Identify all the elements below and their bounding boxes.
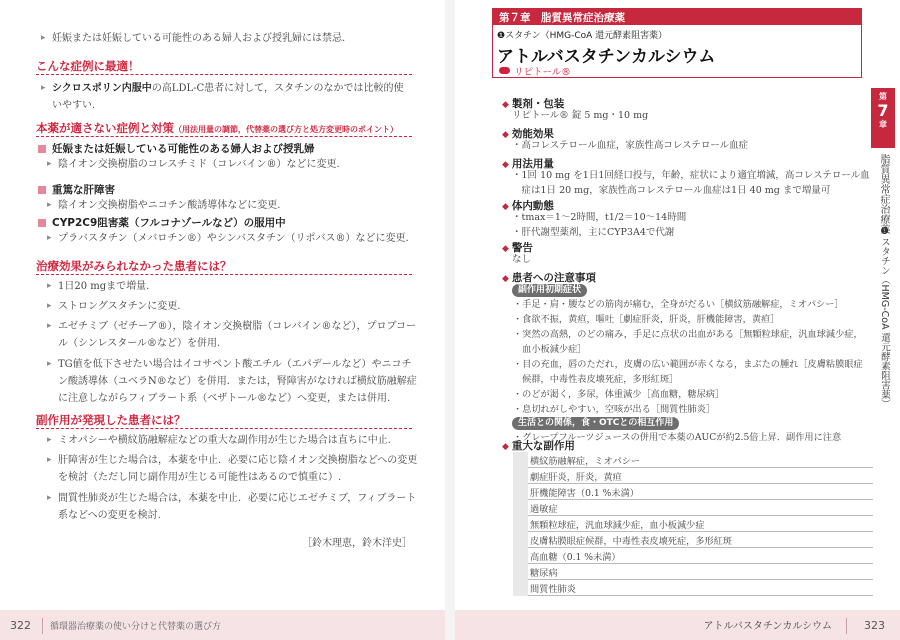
dosage-text: ・1回 10 mg を1日1回経口投与，年齢，症状により適宜増減，高コレステロール血 症は1日 20 mg，家族性高コレステロール血症は1日 40 mg まで増量可 [512,170,870,196]
ineffective-bullet: ▸ ストロングスタチンに変更. [58,298,180,315]
footer-title: アトルバスタチンカルシウム [703,621,832,632]
square-bullet-icon [38,145,46,153]
table-row: 糖尿病 [513,564,873,580]
authors: ［鈴木理恵，鈴木洋史］ [302,538,412,549]
section-divider [36,136,412,137]
early-symptoms-list: ・手足・肩・腰などの筋肉が痛む，全身がだるい［横紋筋融解症，ミオパシー］ ・食欲不振，黄疸，嘔吐［劇症肝炎，肝炎，肝機能障害，黄疸］ ・突然の高熱，のどの痛み，手足に点状の出血がある［無顆粒球症，汎血球減少症， 血小板減少症］ ・目の充血，唇のただれ，皮膚の広い範囲が赤くなる，まぶたの腫れ［皮膚粘膜眼症 候群，中毒性表皮壊死症，多形紅斑］ ・のどが渇く，多尿，体重減少［高血糖，糖尿病］ ・息切れがしやすい，空咳が出る［間質性肺炎］ [513,299,863,415]
drug-name: アトルバスタチンカルシウム [497,47,716,67]
table-row: 肝機能障害（0.1 %未満） [513,484,873,500]
warning-text: なし [512,254,532,265]
subsection-title: 妊娠または妊娠している可能性のある婦人および授乳婦 [52,143,315,155]
table-row: 横紋筋融解症，ミオパシー [513,452,873,468]
capsule-icon [499,67,510,74]
adverse-bullet: ▸ 間質性肺炎が生じた場合は，本薬を中止．必要に応じエゼチミブ，フィブラート 系などへの変更を検討. [58,490,416,524]
footer-bar [455,610,900,640]
section-divider [36,74,412,75]
section-heading-adverse: 副作用が発現した患者には？ [36,413,186,427]
formulation-text: リピトール® 錠 5 mg・10 mg [512,110,649,121]
left-page [0,0,445,640]
table-row: 間質性肺炎 [513,580,873,596]
footer-divider [846,618,847,634]
lifestyle-label: 生活との関係，食・OTCとの相互作用 [512,417,679,430]
heading-dosage: ◆ 用法用量 [502,156,554,171]
early-symptoms-label: 副作用初期症状 [512,284,587,297]
section-divider [36,274,412,275]
adverse-bullet: ▸ ミオパシーや横紋筋融解症などの重大な副作用が生じた場合は直ちに中止. [58,432,391,449]
subsection-title: 重篤な肝障害 [52,184,115,196]
chapter-side-tab: 第 7 章 [871,88,895,148]
section-divider [36,428,412,429]
page-number: 322 [10,619,31,632]
table-row: 皮膚粘膜眼症候群，中毒性表皮壊死症，多形紅斑 [513,532,873,548]
brand-name: リピトール® [514,67,571,78]
subsection-bullet: ▸ プラバスタチン（メバロチン®）やシンバスタチン（リポバス®）などに変更. [58,230,409,247]
table-row: 過敏症 [513,500,873,516]
serious-effects-table [513,452,873,596]
heading-indications: ◆ 効能効果 [502,126,554,141]
best-case-bullet: ▸ シクロスポリン内服中の高LDL-C患者に対して，スタチンのなかでは比較的使 いやすい. [52,80,403,114]
ineffective-bullet: ▸ エゼチミブ（ゼチーア®），陰イオン交換樹脂（コレバイン®など），プロブコー ル（シンレスタール®など）を併用. [58,318,416,352]
table-side-band [513,452,528,596]
subsection-bullet: ▸ 陰イオン交換樹脂やニコチン酸誘導体などに変更. [58,197,280,214]
section-heading-unsuitable: 本薬が適さない症例と対策（用法用量の調節，代替薬の選び方と処方変更時のポイント） [36,121,398,135]
ineffective-bullet: ▸ 1日20 mgまで増量. [58,278,149,295]
table-row: 無顆粒球症，汎血球減少症，血小板減少症 [513,516,873,532]
section-heading-best-case: こんな症例に最適！ [36,59,140,73]
lifestyle-text: ・グレープフルーツジュースの併用で本薬のAUCが約2.5倍上昇．副作用に注意 [513,432,842,443]
drug-class: ❶スタチン（HMG-CoA 還元酵素阻害薬） [497,31,668,41]
section-heading-ineffective: 治療効果がみられなかった患者には？ [36,259,232,273]
footer-divider [42,618,43,634]
square-bullet-icon [38,219,46,227]
right-page [455,0,900,640]
heading-serious-effects: ◆ 重大な副作用 [502,438,575,453]
heading-pharmacokinetics: ◆ 体内動態 [502,198,554,213]
intro-bullet: ▸ 妊娠または妊娠している可能性のある婦人および授乳婦には禁忌. [52,30,345,47]
indications-text: ・高コレステロール血症，家族性高コレステロール血症 [512,140,749,151]
page-number: 323 [864,619,885,632]
book-gutter [445,0,455,640]
side-tab-sub-vertical: ❶スタチン（HMG-CoA 還元酵素阻害薬） [879,226,890,409]
subsection-title: CYP2C9阻害薬（フルコナゾールなど）の服用中 [52,217,286,229]
chapter-label: 第７章 脂質異常症治療薬 [499,12,625,24]
footer-text: 循環器治療薬の使い分けと代替薬の選び方 [50,622,222,632]
ineffective-bullet: ▸ TG値を低下させたい場合はイコサペント酸エチル（エパデールなど）やニコチ ン酸誘導体（ユベラN®など）を併用．または，腎障害がなければ横紋筋融解症 に注意しながらフィブラート系（ベザトール®など）へ変更，または併用. [58,356,417,407]
subsection-bullet: ▸ 陰イオン交換樹脂のコレスチミド（コレバイン®）などに変更. [58,156,340,173]
side-tab-vertical-text: 脂質異常症治療薬 [878,154,889,234]
square-bullet-icon [38,186,46,194]
heading-warning: ◆ 警告 [502,240,533,255]
table-row: 劇症肝炎，肝炎，黄疸 [513,468,873,484]
table-row: 高血糖（0.1 %未満） [513,548,873,564]
heading-patient-notes: ◆ 患者への注意事項 [502,270,596,285]
adverse-bullet: ▸ 肝障害が生じた場合は，本薬を中止．必要に応じ陰イオン交換樹脂などへの変更 を検討（ただし同じ副作用が生じる可能性はあるので慎重に）. [58,452,417,486]
heading-formulation: ◆ 製剤・包装 [502,96,564,111]
pharmacokinetics-text: ・tmax＝1〜2時間，t1/2＝10〜14時間 ・肝代謝型薬剤，主にCYP3A4で代謝 [512,212,687,238]
